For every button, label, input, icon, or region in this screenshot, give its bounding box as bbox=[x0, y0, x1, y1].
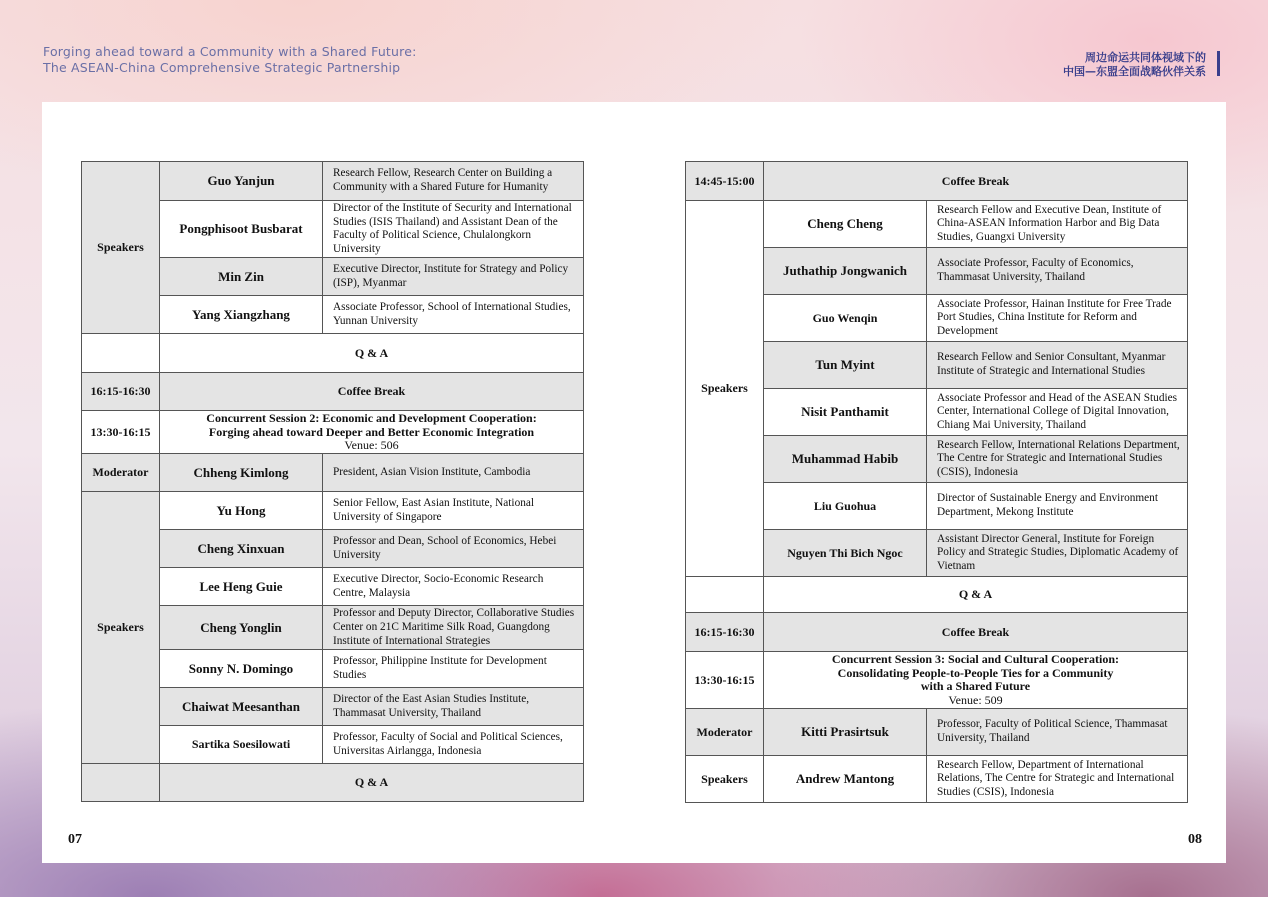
page-number-right: 08 bbox=[1188, 832, 1202, 847]
coffee-break-label: Coffee Break bbox=[764, 613, 1188, 652]
speaker-affiliation: Assistant Director General, Institute for Foreign Policy and Strategic Studies, Diplomatic Academy of Vietnam bbox=[927, 530, 1188, 577]
header-title-cn-line1: 周边命运共同体视域下的 bbox=[1085, 51, 1206, 64]
speaker-affiliation: Research Fellow, Research Center on Building a Community with a Shared Future for Humanity bbox=[323, 162, 584, 201]
speaker-name: Andrew Mantong bbox=[764, 756, 927, 803]
empty-cell bbox=[82, 334, 160, 373]
speaker-name: Cheng Xinxuan bbox=[160, 530, 323, 568]
left-schedule-table bbox=[81, 161, 584, 802]
qa-label: Q & A bbox=[160, 334, 584, 373]
session-header bbox=[160, 411, 584, 454]
speaker-affiliation: Associate Professor and Head of the ASEAN Studies Center, International College of Digital Innovation, Chiang Mai University, Thailand bbox=[927, 389, 1188, 436]
time-slot: 13:30-16:15 bbox=[686, 652, 764, 709]
speaker-name: Chaiwat Meesanthan bbox=[160, 688, 323, 726]
speaker-affiliation: Associate Professor, Faculty of Economics, Thammasat University, Thailand bbox=[927, 248, 1188, 295]
speakers-label: Speakers bbox=[686, 201, 764, 577]
speaker-name: Yang Xiangzhang bbox=[160, 296, 323, 334]
header-title-cn-line2: 中国—东盟全面战略伙伴关系 bbox=[1063, 65, 1206, 78]
speakers-label: Speakers bbox=[82, 492, 160, 764]
speaker-name: Nguyen Thi Bich Ngoc bbox=[764, 530, 927, 577]
moderator-label: Moderator bbox=[82, 454, 160, 492]
speaker-name: Min Zin bbox=[160, 258, 323, 296]
speaker-affiliation: Research Fellow, Department of International Relations, The Centre for Strategic and International Studies (CSIS), Indonesia bbox=[927, 756, 1188, 803]
header-title-en bbox=[43, 44, 417, 76]
speaker-name: Lee Heng Guie bbox=[160, 568, 323, 606]
session-title-line2: Forging ahead toward Deeper and Better Economic Integration bbox=[208, 424, 535, 439]
speaker-name: Cheng Cheng bbox=[764, 201, 927, 248]
speaker-affiliation: Research Fellow, International Relations Department, The Centre for Strategic and International Studies (CSIS), Indonesia bbox=[927, 436, 1188, 483]
speaker-affiliation: Research Fellow and Senior Consultant, Myanmar Institute of Strategic and International Studies bbox=[927, 342, 1188, 389]
speaker-affiliation: Senior Fellow, East Asian Institute, National University of Singapore bbox=[323, 492, 584, 530]
speakers-label: Speakers bbox=[82, 162, 160, 334]
moderator-affiliation: President, Asian Vision Institute, Cambodia bbox=[323, 454, 584, 492]
time-slot: 13:30-16:15 bbox=[82, 411, 160, 454]
speaker-name: Pongphisoot Busbarat bbox=[160, 201, 323, 258]
session-title-line1: Concurrent Session 3: Social and Cultural Cooperation: bbox=[831, 652, 1120, 666]
qa-label: Q & A bbox=[764, 577, 1188, 613]
session-title-line3: with a Shared Future bbox=[920, 679, 1031, 693]
speaker-affiliation: Director of Sustainable Energy and Environment Department, Mekong Institute bbox=[927, 483, 1188, 530]
speaker-affiliation: Professor, Philippine Institute for Development Studies bbox=[323, 650, 584, 688]
speaker-affiliation: Executive Director, Institute for Strategy and Policy (ISP), Myanmar bbox=[323, 258, 584, 296]
speaker-name: Juthathip Jongwanich bbox=[764, 248, 927, 295]
session-venue: Venue: 506 bbox=[344, 438, 399, 453]
session-title-line1: Concurrent Session 2: Economic and Development Cooperation: bbox=[206, 411, 537, 426]
header-title-en-line2: The ASEAN-China Comprehensive Strategic Partnership bbox=[43, 60, 401, 75]
time-slot: 16:15-16:30 bbox=[82, 373, 160, 411]
time-slot: 14:45-15:00 bbox=[686, 162, 764, 201]
session-title-line2: Consolidating People-to-People Ties for a Community bbox=[837, 665, 1114, 680]
coffee-break-label: Coffee Break bbox=[764, 162, 1188, 201]
speaker-name: Sartika Soesilowati bbox=[160, 726, 323, 764]
speaker-name: Sonny N. Domingo bbox=[160, 650, 323, 688]
header-title-cn bbox=[1063, 51, 1206, 79]
speaker-affiliation: Director of the East Asian Studies Institute, Thammasat University, Thailand bbox=[323, 688, 584, 726]
speaker-affiliation: Professor and Dean, School of Economics, Hebei University bbox=[323, 530, 584, 568]
speaker-name: Guo Wenqin bbox=[764, 295, 927, 342]
speaker-affiliation: Professor and Deputy Director, Collaborative Studies Center on 21C Maritime Silk Road, Guangdong Institute of International Strategies bbox=[323, 606, 584, 650]
speaker-name: Yu Hong bbox=[160, 492, 323, 530]
empty-cell bbox=[686, 577, 764, 613]
moderator-name: Kitti Prasirtsuk bbox=[764, 709, 927, 756]
moderator-label: Moderator bbox=[686, 709, 764, 756]
qa-label: Q & A bbox=[160, 764, 584, 802]
speaker-name: Liu Guohua bbox=[764, 483, 927, 530]
speakers-label: Speakers bbox=[686, 756, 764, 803]
coffee-break-label: Coffee Break bbox=[160, 373, 584, 411]
page-number-left: 07 bbox=[68, 832, 82, 847]
speaker-affiliation: Director of the Institute of Security and International Studies (ISIS Thailand) and Assistant Dean of the Faculty of Political Science, Chulalongkorn University bbox=[323, 201, 584, 258]
header-accent-bar bbox=[1217, 51, 1220, 76]
session-venue: Venue: 509 bbox=[948, 692, 1003, 707]
speaker-name: Nisit Panthamit bbox=[764, 389, 927, 436]
time-slot: 16:15-16:30 bbox=[686, 613, 764, 652]
speaker-name: Cheng Yonglin bbox=[160, 606, 323, 650]
moderator-name: Chheng Kimlong bbox=[160, 454, 323, 492]
speaker-affiliation: Professor, Faculty of Social and Political Sciences, Universitas Airlangga, Indonesia bbox=[323, 726, 584, 764]
speaker-affiliation: Research Fellow and Executive Dean, Institute of China-ASEAN Information Harbor and Big Data Studies, Guangxi University bbox=[927, 201, 1188, 248]
speaker-name: Tun Myint bbox=[764, 342, 927, 389]
empty-cell bbox=[82, 764, 160, 802]
speaker-name: Muhammad Habib bbox=[764, 436, 927, 483]
speaker-affiliation: Associate Professor, School of International Studies, Yunnan University bbox=[323, 296, 584, 334]
header-title-en-line1: Forging ahead toward a Community with a Shared Future: bbox=[43, 44, 417, 59]
moderator-affiliation: Professor, Faculty of Political Science, Thammasat University, Thailand bbox=[927, 709, 1188, 756]
session-header bbox=[764, 652, 1188, 709]
speaker-affiliation: Executive Director, Socio-Economic Research Centre, Malaysia bbox=[323, 568, 584, 606]
speaker-name: Guo Yanjun bbox=[160, 162, 323, 201]
right-schedule-table bbox=[685, 161, 1188, 803]
speaker-affiliation: Associate Professor, Hainan Institute for Free Trade Port Studies, China Institute for Reform and Development bbox=[927, 295, 1188, 342]
